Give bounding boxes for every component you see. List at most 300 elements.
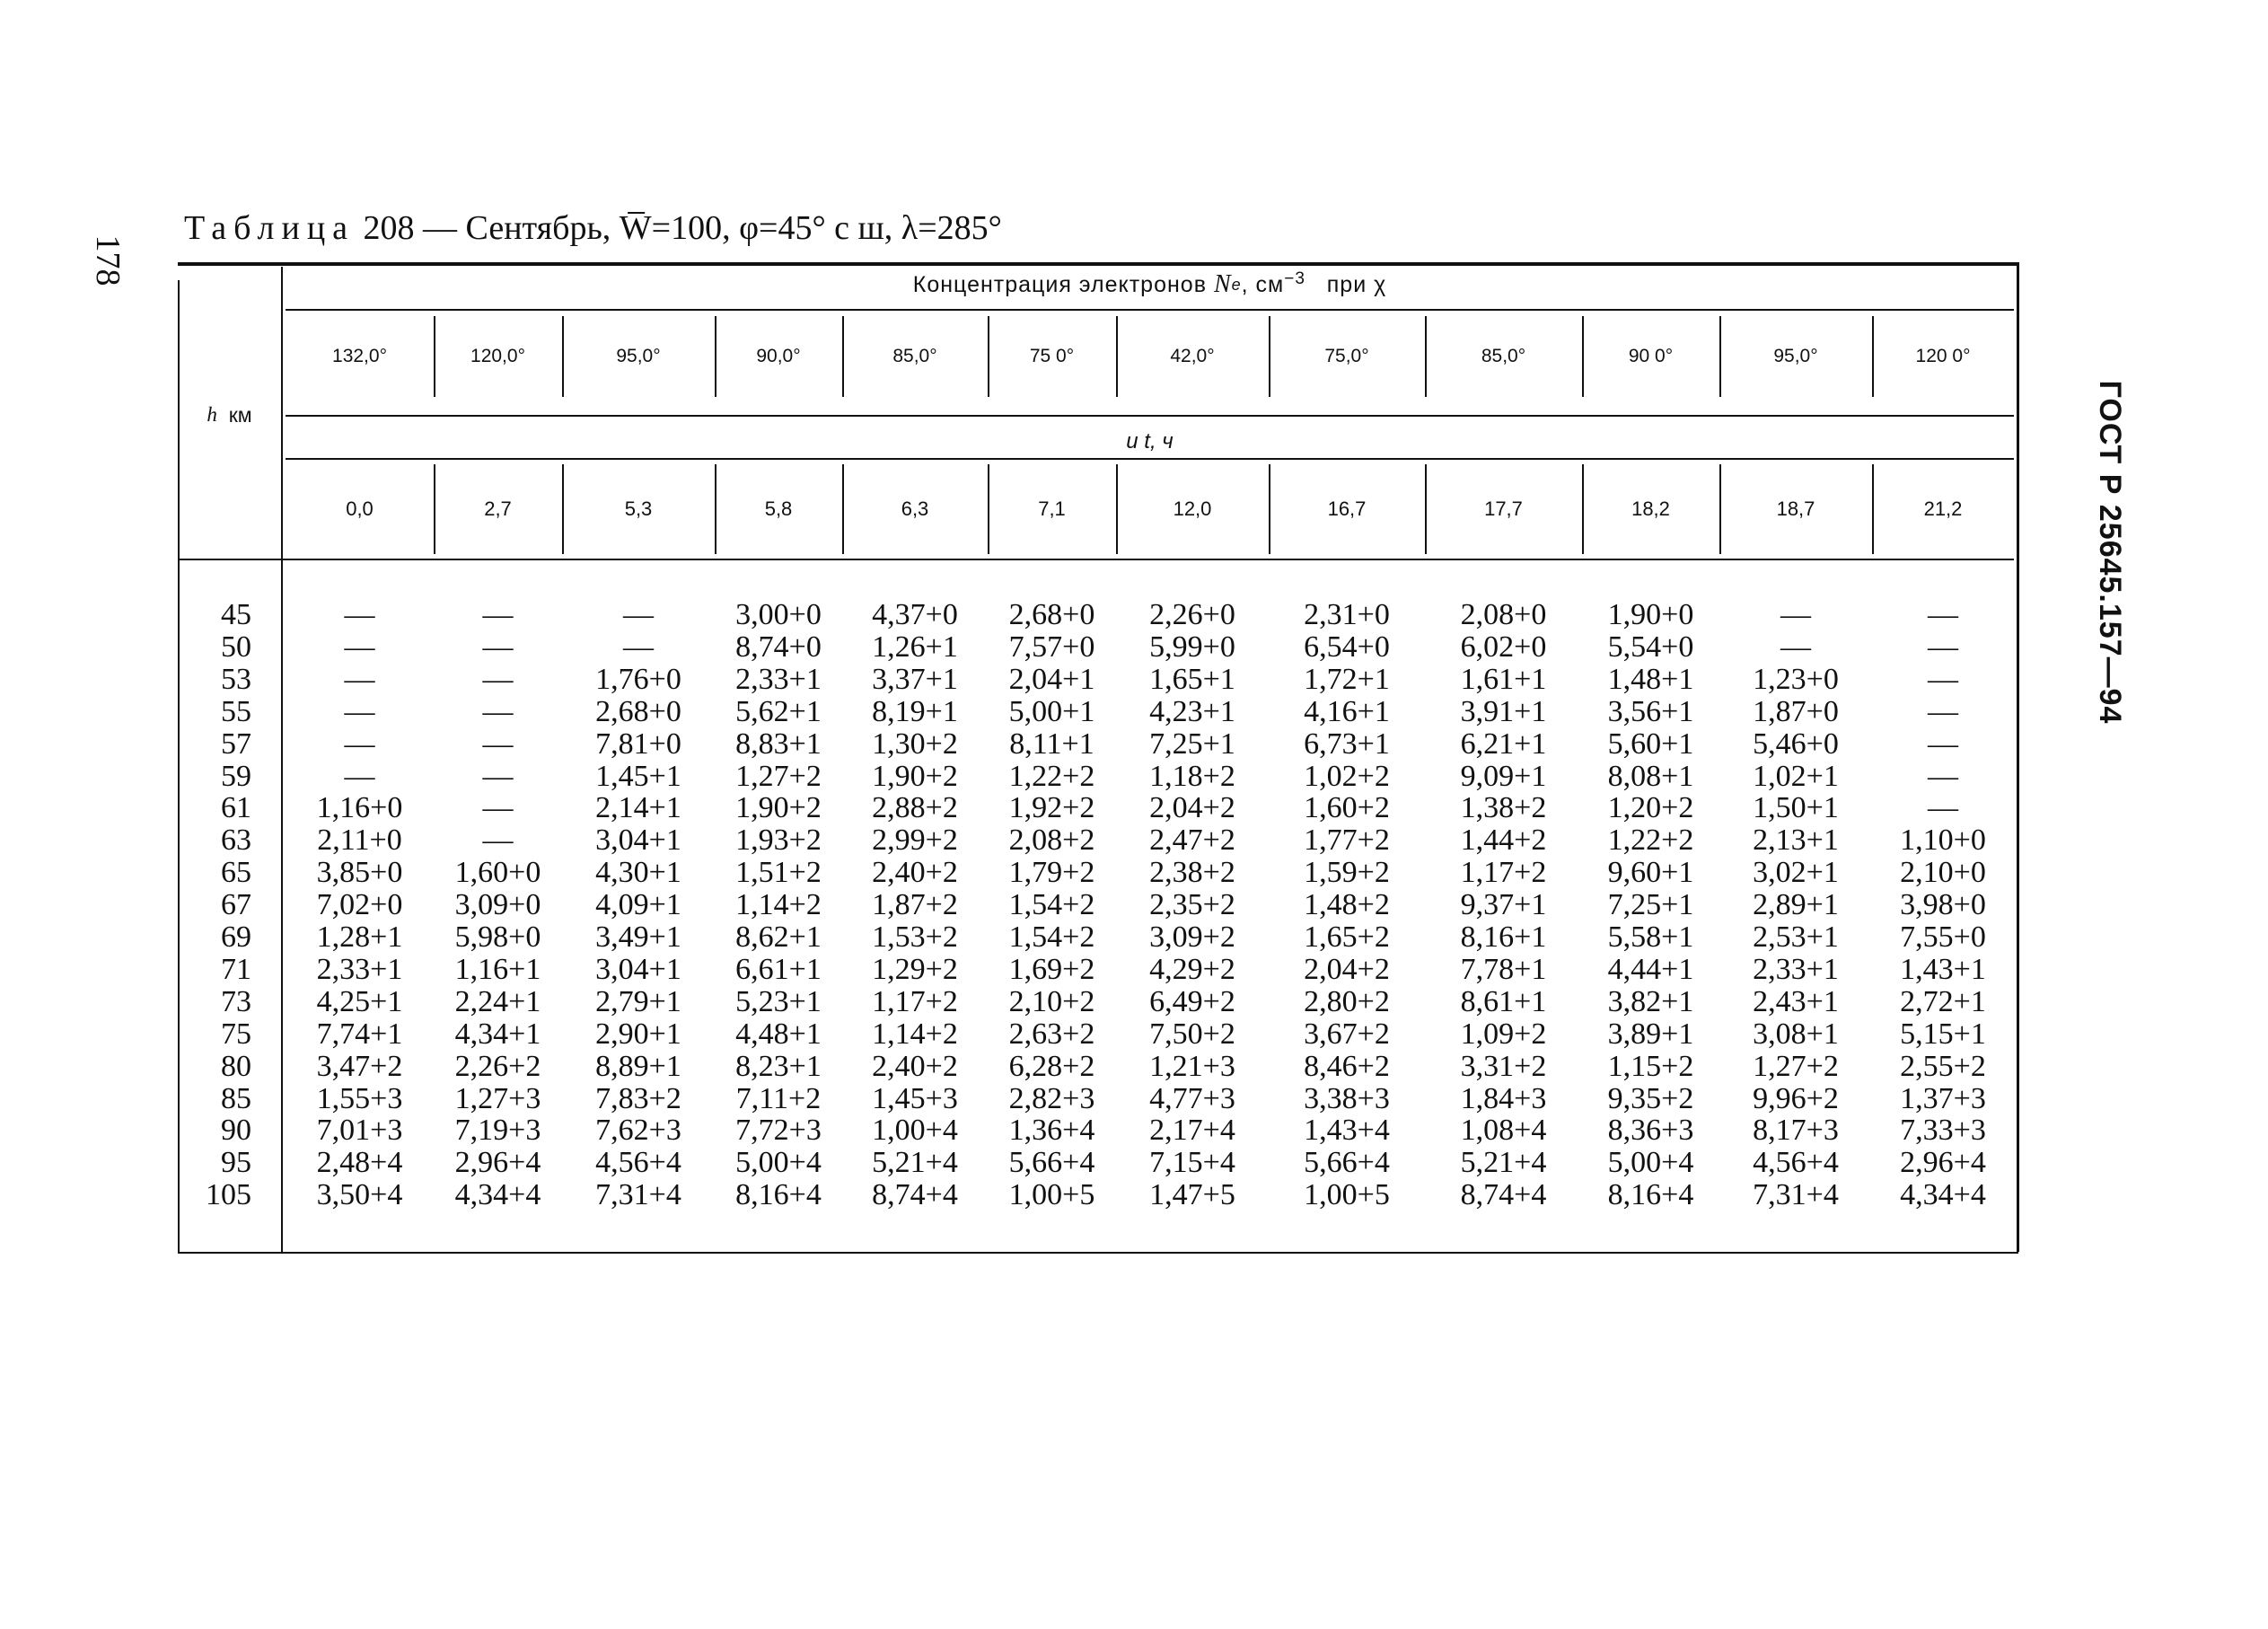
density-cell: — (1928, 630, 1958, 664)
altitude-cell: 55 (221, 694, 251, 728)
table-row (178, 728, 2018, 761)
density-cell: 2,35+2 (1149, 888, 1235, 922)
density-cell: 6,21+1 (1460, 726, 1547, 761)
density-cell: 2,53+1 (1753, 920, 1839, 954)
density-cell: 9,35+2 (1607, 1081, 1694, 1115)
density-cell: 6,02+0 (1460, 630, 1547, 664)
density-cell: 9,09+1 (1460, 759, 1547, 793)
density-cell: 1,79+2 (1008, 856, 1095, 890)
electron-density-table (178, 262, 2018, 1255)
density-cell: 4,16+1 (1304, 694, 1390, 728)
density-cell: 7,78+1 (1460, 952, 1547, 986)
group-header-rule (286, 309, 2014, 311)
density-cell: 5,46+0 (1753, 726, 1839, 761)
altitude-cell: 67 (221, 888, 251, 922)
density-cell: 1,65+2 (1304, 920, 1390, 954)
density-cell: — (1928, 791, 1958, 825)
density-cell: — (344, 662, 375, 696)
chi-angle-header: 95,0° (1773, 346, 1818, 366)
density-cell: 2,33+1 (1753, 952, 1839, 986)
density-cell: 4,56+4 (595, 1146, 681, 1180)
table-row (178, 599, 2018, 631)
table-row (178, 631, 2018, 664)
density-cell: — (344, 630, 375, 664)
density-cell: 4,37+0 (872, 598, 958, 631)
density-cell: 2,31+0 (1304, 598, 1390, 631)
density-cell: 2,63+2 (1008, 1017, 1095, 1051)
h-km-header (178, 370, 281, 460)
density-cell: 1,65+1 (1149, 662, 1235, 696)
density-cell: — (482, 662, 514, 696)
density-cell: 2,80+2 (1304, 984, 1390, 1018)
density-cell: 4,34+4 (1900, 1178, 1986, 1212)
altitude-cell: 50 (221, 630, 251, 664)
density-cell: 2,88+2 (872, 791, 958, 825)
density-cell: — (623, 630, 654, 664)
time-value-header: 0,0 (346, 498, 374, 520)
gost-reference: ГОСТ Р 25645.157—94 (2093, 380, 2128, 725)
chi-angle-header: 90,0° (756, 346, 801, 366)
density-cell: 2,96+4 (1900, 1146, 1986, 1180)
density-cell: — (482, 791, 514, 825)
density-cell: 1,60+0 (454, 856, 541, 890)
density-cell: 1,90+2 (872, 759, 958, 793)
density-cell: 2,24+1 (454, 984, 541, 1018)
density-cell: 7,02+0 (316, 888, 403, 922)
density-cell: 1,45+3 (872, 1081, 958, 1115)
density-cell: — (482, 694, 514, 728)
density-cell: 2,99+2 (872, 823, 958, 858)
density-cell: 1,02+2 (1304, 759, 1390, 793)
density-cell: 1,02+1 (1753, 759, 1839, 793)
density-cell: 1,54+2 (1008, 920, 1095, 954)
density-cell: 5,00+1 (1008, 694, 1095, 728)
table-top-rule (178, 262, 2018, 266)
altitude-cell: 61 (221, 791, 251, 825)
altitude-cell: 65 (221, 856, 251, 890)
density-cell: 1,15+2 (1607, 1049, 1694, 1083)
time-value-header: 6,3 (901, 498, 929, 520)
density-cell: 9,96+2 (1753, 1081, 1839, 1115)
density-cell: 8,83+1 (735, 726, 822, 761)
density-cell: 4,25+1 (316, 984, 403, 1018)
caption-text: 208 — Сентябрь, W̅=100, φ=45° с ш, λ=285° (363, 209, 1002, 247)
density-cell: 7,55+0 (1900, 920, 1986, 954)
table-bottom-rule (178, 1252, 2018, 1254)
density-cell: 7,81+0 (595, 726, 681, 761)
density-cell: 7,72+3 (735, 1114, 822, 1148)
density-cell: 1,30+2 (872, 726, 958, 761)
density-cell: 3,38+3 (1304, 1081, 1390, 1115)
caption-label: Таблица (184, 209, 356, 247)
density-cell: 1,54+2 (1008, 888, 1095, 922)
density-cell: — (1928, 598, 1958, 631)
density-cell: 8,62+1 (735, 920, 822, 954)
time-value-header: 5,8 (764, 498, 793, 520)
density-cell: 7,31+4 (1753, 1178, 1839, 1212)
density-cell: 1,55+3 (316, 1081, 403, 1115)
chi-angle-header: 120 0° (1915, 346, 1971, 366)
table-row (178, 889, 2018, 921)
altitude-cell: 63 (221, 823, 251, 858)
density-cell: 9,60+1 (1607, 856, 1694, 890)
density-cell: 2,68+0 (1008, 598, 1095, 631)
time-value-header: 21,2 (1923, 498, 1963, 520)
density-cell: 2,13+1 (1753, 823, 1839, 858)
density-cell: 3,89+1 (1607, 1017, 1694, 1051)
density-cell: 3,98+0 (1900, 888, 1986, 922)
altitude-cell: 85 (221, 1081, 251, 1115)
density-cell: 3,49+1 (595, 920, 681, 954)
density-cell: 1,77+2 (1304, 823, 1390, 858)
density-cell: 5,66+4 (1304, 1146, 1390, 1180)
density-cell: 7,31+4 (595, 1178, 681, 1212)
density-cell: 8,89+1 (595, 1049, 681, 1083)
altitude-cell: 59 (221, 759, 251, 793)
density-cell: 1,18+2 (1149, 759, 1235, 793)
density-cell: 7,25+1 (1149, 726, 1235, 761)
table-row (178, 1179, 2018, 1211)
density-cell: 8,74+4 (872, 1178, 958, 1212)
density-cell: 4,44+1 (1607, 952, 1694, 986)
group-header (286, 267, 2014, 303)
density-cell: — (482, 630, 514, 664)
time-value-header: 18,7 (1776, 498, 1815, 520)
density-cell: 1,27+2 (1753, 1049, 1839, 1083)
density-cell: 3,08+1 (1753, 1017, 1839, 1051)
density-cell: 1,22+2 (1607, 823, 1694, 858)
density-cell: 3,04+1 (595, 823, 681, 858)
density-cell: 2,14+1 (595, 791, 681, 825)
chi-angle-header: 120,0° (470, 346, 525, 366)
density-cell: 4,23+1 (1149, 694, 1235, 728)
chi-angle-header: 90 0° (1628, 346, 1674, 366)
density-cell: 3,02+1 (1753, 856, 1839, 890)
density-cell: 1,69+2 (1008, 952, 1095, 986)
density-cell: 7,11+2 (735, 1081, 822, 1115)
density-cell: 1,44+2 (1460, 823, 1547, 858)
density-cell: 1,60+2 (1304, 791, 1390, 825)
group-header-suffix: при χ (1326, 271, 1387, 297)
time-value-header: 7,1 (1038, 498, 1066, 520)
density-cell: 6,28+2 (1008, 1049, 1095, 1083)
table-row (178, 1083, 2018, 1115)
density-cell: 2,48+4 (316, 1146, 403, 1180)
density-cell: 1,38+2 (1460, 791, 1547, 825)
density-cell: 1,10+0 (1900, 823, 1986, 858)
table-row (178, 954, 2018, 986)
density-cell: 2,68+0 (595, 694, 681, 728)
density-cell: 7,19+3 (454, 1114, 541, 1148)
density-cell: 2,10+0 (1900, 856, 1986, 890)
density-cell: 3,00+0 (735, 598, 822, 631)
density-cell: 1,27+2 (735, 759, 822, 793)
density-cell: 5,66+4 (1008, 1146, 1095, 1180)
density-cell: 8,74+0 (735, 630, 822, 664)
density-cell: 4,34+4 (454, 1178, 541, 1212)
density-cell: 1,22+2 (1008, 759, 1095, 793)
density-cell: 2,79+1 (595, 984, 681, 1018)
chi-angle-header: 85,0° (1481, 346, 1526, 366)
table-row (178, 1114, 2018, 1147)
chi-angle-header: 75 0° (1029, 346, 1075, 366)
page-number: 178 (89, 234, 127, 286)
density-cell: 1,43+1 (1900, 952, 1986, 986)
table-row (178, 792, 2018, 824)
table-row (178, 986, 2018, 1018)
density-cell: 1,90+2 (735, 791, 822, 825)
time-value-header: 12,0 (1173, 498, 1212, 520)
h-unit: км (228, 402, 252, 427)
density-cell: 1,90+0 (1607, 598, 1694, 631)
altitude-cell: 95 (221, 1146, 251, 1180)
density-cell: 7,50+2 (1149, 1017, 1235, 1051)
ne-symbol: N (1213, 270, 1232, 298)
altitude-cell: 69 (221, 920, 251, 954)
chi-angle-header: 85,0° (892, 346, 937, 366)
density-cell: 2,04+1 (1008, 662, 1095, 696)
density-cell: 4,48+1 (735, 1017, 822, 1051)
density-cell: 8,16+4 (735, 1178, 822, 1212)
time-header: и t, ч (1126, 429, 1174, 453)
density-cell: 8,16+4 (1607, 1178, 1694, 1212)
table-row (178, 1051, 2018, 1083)
density-cell: 2,40+2 (872, 1049, 958, 1083)
density-cell: 1,29+2 (872, 952, 958, 986)
time-value-header: 2,7 (484, 498, 512, 520)
table-row (178, 1147, 2018, 1179)
density-cell: 2,33+1 (316, 952, 403, 986)
density-cell: 5,62+1 (735, 694, 822, 728)
time-value-header: 5,3 (624, 498, 653, 520)
density-cell: 1,36+4 (1008, 1114, 1095, 1148)
density-cell: 7,01+3 (316, 1114, 403, 1148)
altitude-cell: 45 (221, 598, 251, 631)
density-cell: 2,47+2 (1149, 823, 1235, 858)
density-cell: 2,08+0 (1460, 598, 1547, 631)
density-cell: 4,56+4 (1753, 1146, 1839, 1180)
density-cell: 7,62+3 (595, 1114, 681, 1148)
density-cell: 3,04+1 (595, 952, 681, 986)
density-cell: — (344, 726, 375, 761)
density-cell: 1,16+0 (316, 791, 403, 825)
density-cell: 2,17+4 (1149, 1114, 1235, 1148)
density-cell: — (482, 598, 514, 631)
density-cell: 2,96+4 (454, 1146, 541, 1180)
density-cell: 5,00+4 (735, 1146, 822, 1180)
density-cell: 3,31+2 (1460, 1049, 1547, 1083)
density-cell: 6,73+1 (1304, 726, 1390, 761)
time-value-header: 16,7 (1327, 498, 1367, 520)
density-cell: 2,26+2 (454, 1049, 541, 1083)
table-row (178, 1018, 2018, 1051)
table-row (178, 921, 2018, 954)
density-cell: 2,33+1 (735, 662, 822, 696)
density-cell: 1,92+2 (1008, 791, 1095, 825)
density-cell: 1,27+3 (454, 1081, 541, 1115)
density-cell: 1,61+1 (1460, 662, 1547, 696)
density-cell: 1,08+4 (1460, 1114, 1547, 1148)
density-cell: 4,77+3 (1149, 1081, 1235, 1115)
density-cell: — (482, 759, 514, 793)
ne-subscript: e (1231, 275, 1242, 294)
density-cell: 1,14+2 (735, 888, 822, 922)
density-cell: — (1780, 630, 1811, 664)
altitude-cell: 73 (221, 984, 251, 1018)
density-cell: 1,23+0 (1753, 662, 1839, 696)
density-cell: 1,48+2 (1304, 888, 1390, 922)
density-cell: — (1928, 662, 1958, 696)
density-cell: 5,98+0 (454, 920, 541, 954)
density-cell: 7,57+0 (1008, 630, 1095, 664)
density-cell: 4,09+1 (595, 888, 681, 922)
density-cell: 5,54+0 (1607, 630, 1694, 664)
altitude-cell: 57 (221, 726, 251, 761)
density-cell: 2,89+1 (1753, 888, 1839, 922)
density-cell: — (1928, 694, 1958, 728)
density-cell: 1,47+5 (1149, 1178, 1235, 1212)
density-cell: 1,87+0 (1753, 694, 1839, 728)
group-header-unit: , см (1241, 271, 1285, 297)
density-cell: 7,33+3 (1900, 1114, 1986, 1148)
density-cell: 7,74+1 (316, 1017, 403, 1051)
density-cell: 3,47+2 (316, 1049, 403, 1083)
chi-angle-header: 132,0° (332, 346, 387, 366)
density-cell: — (344, 598, 375, 631)
density-cell: 5,21+4 (872, 1146, 958, 1180)
altitude-cell: 75 (221, 1017, 251, 1051)
altitude-cell: 90 (221, 1114, 251, 1148)
table-row (178, 857, 2018, 889)
density-cell: 2,82+3 (1008, 1081, 1095, 1115)
density-cell: 1,28+1 (316, 920, 403, 954)
density-cell: 5,21+4 (1460, 1146, 1547, 1180)
density-cell: 2,11+0 (317, 823, 402, 858)
table-row (178, 664, 2018, 696)
density-cell: 1,00+5 (1304, 1178, 1390, 1212)
density-cell: 1,84+3 (1460, 1081, 1547, 1115)
altitude-cell: 53 (221, 662, 251, 696)
table-row (178, 761, 2018, 793)
density-cell: 8,08+1 (1607, 759, 1694, 793)
density-cell: 1,14+2 (872, 1017, 958, 1051)
density-cell: 8,61+1 (1460, 984, 1547, 1018)
density-cell: 8,19+1 (872, 694, 958, 728)
density-cell: 1,00+4 (872, 1114, 958, 1148)
density-cell: 1,09+2 (1460, 1017, 1547, 1051)
density-cell: 2,72+1 (1900, 984, 1986, 1018)
density-cell: 8,11+1 (1009, 726, 1094, 761)
density-cell: 1,53+2 (872, 920, 958, 954)
density-cell: 1,17+2 (1460, 856, 1547, 890)
h-symbol: h (207, 403, 217, 426)
density-cell: 2,43+1 (1753, 984, 1839, 1018)
density-cell: 1,76+0 (595, 662, 681, 696)
density-cell: 1,16+1 (454, 952, 541, 986)
density-cell: 8,16+1 (1460, 920, 1547, 954)
density-cell: 1,50+1 (1753, 791, 1839, 825)
density-cell: 1,00+5 (1008, 1178, 1095, 1212)
density-cell: 3,09+2 (1149, 920, 1235, 954)
density-cell: 3,85+0 (316, 856, 403, 890)
density-cell: 1,45+1 (595, 759, 681, 793)
density-cell: 2,55+2 (1900, 1049, 1986, 1083)
density-cell: 3,09+0 (454, 888, 541, 922)
table-caption (184, 208, 1002, 248)
altitude-cell: 80 (221, 1049, 251, 1083)
density-cell: 2,26+0 (1149, 598, 1235, 631)
density-cell: 8,17+3 (1753, 1114, 1839, 1148)
density-cell: — (344, 694, 375, 728)
density-cell: 1,17+2 (872, 984, 958, 1018)
density-cell: — (1780, 598, 1811, 631)
chi-angle-header: 75,0° (1324, 346, 1369, 366)
density-cell: 1,87+2 (872, 888, 958, 922)
chi-angle-header: 42,0° (1170, 346, 1215, 366)
density-cell: — (1928, 726, 1958, 761)
density-cell: 6,49+2 (1149, 984, 1235, 1018)
density-cell: 7,15+4 (1149, 1146, 1235, 1180)
density-cell: 2,38+2 (1149, 856, 1235, 890)
density-cell: 5,23+1 (735, 984, 822, 1018)
altitude-cell: 105 (206, 1178, 251, 1212)
table-row (178, 824, 2018, 857)
density-cell: 2,90+1 (595, 1017, 681, 1051)
density-cell: 1,26+1 (872, 630, 958, 664)
density-cell: 1,21+3 (1149, 1049, 1235, 1083)
density-cell: 3,82+1 (1607, 984, 1694, 1018)
chi-angle-header: 95,0° (616, 346, 661, 366)
density-cell: — (482, 726, 514, 761)
density-cell: 8,46+2 (1304, 1049, 1390, 1083)
density-cell: 3,91+1 (1460, 694, 1547, 728)
density-cell: 5,15+1 (1900, 1017, 1986, 1051)
density-cell: 5,99+0 (1149, 630, 1235, 664)
density-cell: 6,61+1 (735, 952, 822, 986)
density-cell: 6,54+0 (1304, 630, 1390, 664)
density-cell: 1,72+1 (1304, 662, 1390, 696)
density-cell: 4,29+2 (1149, 952, 1235, 986)
density-cell: 1,59+2 (1304, 856, 1390, 890)
density-cell: 9,37+1 (1460, 888, 1547, 922)
density-cell: 7,25+1 (1607, 888, 1694, 922)
density-cell: 8,74+4 (1460, 1178, 1547, 1212)
density-cell: 1,43+4 (1304, 1114, 1390, 1148)
density-cell: 3,37+1 (872, 662, 958, 696)
density-cell: 2,04+2 (1304, 952, 1390, 986)
density-cell: 3,67+2 (1304, 1017, 1390, 1051)
density-cell: — (623, 598, 654, 631)
density-cell: 4,30+1 (595, 856, 681, 890)
density-cell: 5,60+1 (1607, 726, 1694, 761)
density-cell: 3,56+1 (1607, 694, 1694, 728)
density-cell: 2,04+2 (1149, 791, 1235, 825)
density-cell: 8,36+3 (1607, 1114, 1694, 1148)
density-cell: 1,20+2 (1607, 791, 1694, 825)
density-cell: 1,51+2 (735, 856, 822, 890)
table-row (178, 696, 2018, 728)
density-cell: 5,58+1 (1607, 920, 1694, 954)
header-bottom-rule (178, 559, 2014, 560)
time-value-header: 17,7 (1484, 498, 1523, 520)
density-cell: 7,83+2 (595, 1081, 681, 1115)
density-cell: 1,37+3 (1900, 1081, 1986, 1115)
density-cell: 8,23+1 (735, 1049, 822, 1083)
density-cell: 2,10+2 (1008, 984, 1095, 1018)
group-header-prefix: Концентрация электронов (912, 271, 1207, 297)
density-cell: 5,00+4 (1607, 1146, 1694, 1180)
density-cell: — (482, 823, 514, 858)
